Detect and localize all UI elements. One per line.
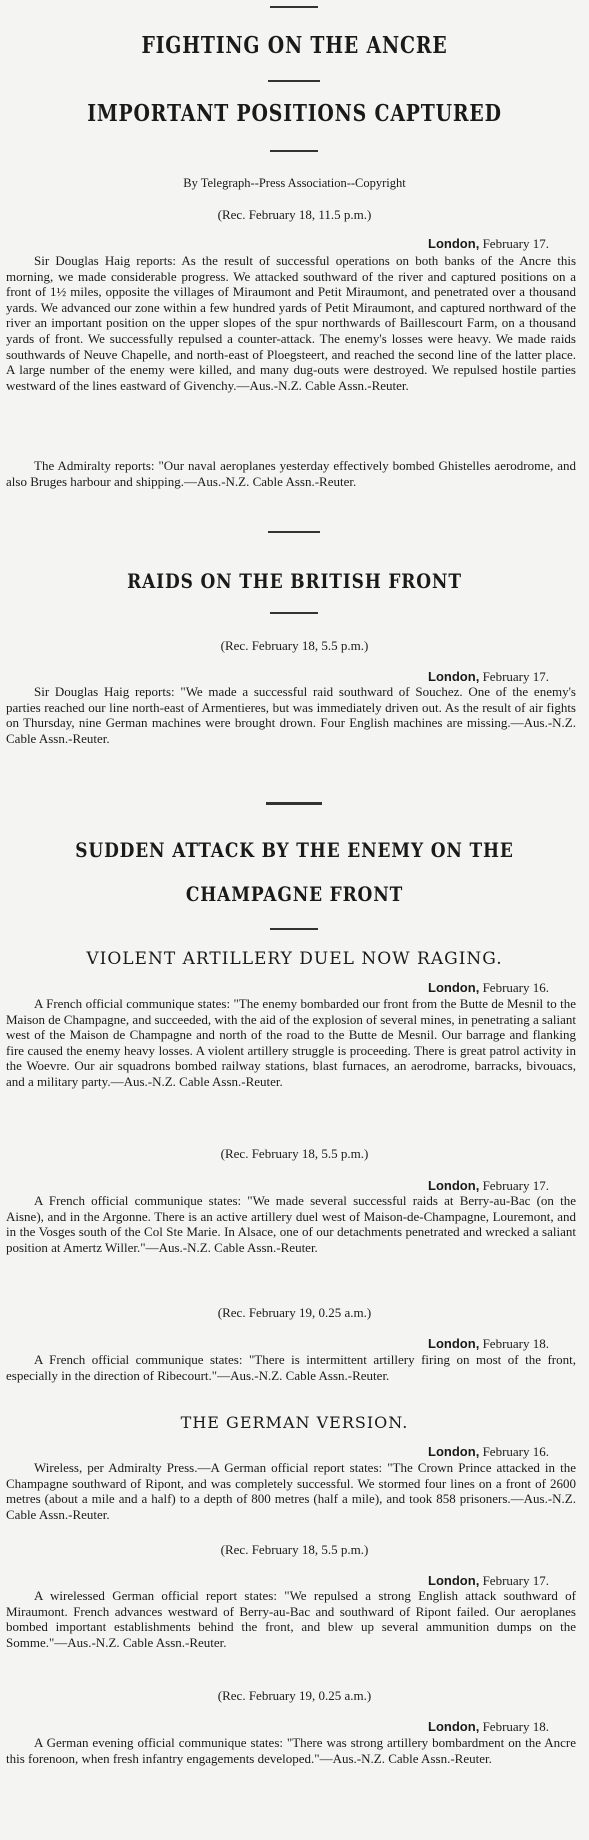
dateline-place: London, bbox=[428, 1444, 480, 1459]
article-paragraph: A German evening official communique states: "There was strong artillery bombardment on the Ancre this forenoon, when fresh infantry engagements developed."—Aus.-N.Z. Cable Assn.-Reuter. bbox=[6, 1735, 576, 1766]
dateline bbox=[428, 1178, 549, 1194]
dateline bbox=[428, 669, 549, 685]
dateline-date: February 18. bbox=[479, 1336, 549, 1351]
dateline bbox=[428, 1573, 549, 1589]
divider bbox=[266, 802, 322, 805]
dateline-place: London, bbox=[428, 1719, 480, 1734]
article-paragraph: A wirelessed German official report states: "We repulsed a strong English attack southward of Miraumont. French advances westward of Berry-au-Bac and southward of Ripont failed. Our aeroplanes bombed important establishments behind the front, and blew up several ammunition dumps on the Somme."—Aus.-N.Z. Cable Assn.-Reuter. bbox=[6, 1588, 576, 1650]
divider bbox=[270, 612, 318, 614]
article-paragraph: Wireless, per Admiralty Press.—A German official report states: "The Crown Prince attacked in the Champagne southward of Ripont, and was completely successful. We stormed four lines on a front of 2600 metres (about a mile and a half) to a depth of 800 metres (half a mile), and took 858 prisoners.—Aus.-N.Z. Cable Assn.-Reuter. bbox=[6, 1460, 576, 1522]
divider bbox=[270, 928, 318, 930]
dateline-date: February 17. bbox=[479, 1178, 549, 1193]
section-headline: SUDDEN ATTACK BY THE ENEMY ON THE bbox=[75, 838, 514, 862]
divider bbox=[270, 6, 318, 8]
received-time: (Rec. February 18, 5.5 p.m.) bbox=[220, 638, 369, 653]
divider bbox=[270, 150, 318, 152]
dateline-date: February 17. bbox=[479, 236, 549, 251]
article-paragraph: The Admiralty reports: "Our naval aeroplanes yesterday effectively bombed Ghistelles aerodrome, and also Bruges harbour and shipping.—Aus.-N.Z. Cable Assn.-Reuter. bbox=[6, 458, 576, 489]
dateline-date: February 17. bbox=[479, 669, 549, 684]
dateline-date: February 16. bbox=[479, 980, 549, 995]
divider bbox=[268, 531, 320, 533]
received-time: (Rec. February 18, 11.5 p.m.) bbox=[217, 207, 372, 222]
subheadline: THE GERMAN VERSION. bbox=[180, 1413, 409, 1432]
received-time: (Rec. February 18, 5.5 p.m.) bbox=[220, 1146, 369, 1161]
subheadline: VIOLENT ARTILLERY DUEL NOW RAGING. bbox=[86, 949, 503, 969]
dateline-date: February 18. bbox=[479, 1719, 549, 1734]
article-paragraph: Sir Douglas Haig reports: As the result of successful operations on both banks of the Ancre this morning, we made considerable progress. We attacked southward of the river and captured positions on a front of 1½ miles, opposite the villages of Miraumont and Petit Miraumont, and penetrated over a thousand yards. We advanced our zone within a few hundred yards of Petit Miraumont, and captured northward of the river an important position on the upper slopes of the spur northwards of Baillescourt Farm, on a thousand yards of front. We successfully repulsed a counter-attack. The enemy's losses were heavy. We made raids southwards of Neuve Chapelle, and north-east of Ploegsteert, and reached the second line of the latter place. A large number of the enemy were killed, and many dug-outs were destroyed. We repulsed hostile parties westward of the lines eastward of Givenchy.—Aus.-N.Z. Cable Assn.-Reuter. bbox=[6, 253, 576, 393]
dateline bbox=[428, 236, 549, 252]
dateline bbox=[428, 1719, 549, 1735]
dateline-place: London, bbox=[428, 1178, 480, 1193]
dateline-place: London, bbox=[428, 980, 480, 995]
section-headline: CHAMPAGNE FRONT bbox=[185, 882, 404, 906]
article-paragraph: A French official communique states: "There is intermittent artillery firing on most of the front, especially in the direction of Ribecourt."—Aus.-N.Z. Cable Assn.-Reuter. bbox=[6, 1352, 576, 1383]
byline: By Telegraph--Press Association--Copyright bbox=[183, 176, 406, 190]
headline-main: FIGHTING ON THE ANCRE bbox=[141, 32, 448, 59]
article-paragraph: Sir Douglas Haig reports: "We made a successful raid southward of Souchez. One of the enemy's parties reached our line north-east of Armentieres, but was immediately driven out. As the result of air fights on Thursday, nine German machines were brought drown. Four English machines are missing.—Aus.-N.Z. Cable Assn.-Reuter. bbox=[6, 684, 576, 746]
headline-sub: IMPORTANT POSITIONS CAPTURED bbox=[87, 100, 502, 127]
dateline bbox=[428, 1444, 549, 1460]
dateline-date: February 16. bbox=[479, 1444, 549, 1459]
dateline bbox=[428, 1336, 549, 1352]
dateline-place: London, bbox=[428, 236, 480, 251]
article-paragraph: A French official communique states: "The enemy bombarded our front from the Butte de Mesnil to the Maison de Champagne, and succeeded, with the aid of the explosion of several mines, in penetrating a saliant west of the Maison de Champagne and north of the road to the Butte de Mesnil. Our barrage and flanking fire caused the enemy heavy losses. A violent artillery struggle is proceeding. There is great patrol activity in the Woevre. Our air squadrons bombed railway stations, blast furnaces, an aerodrome, barracks, bivouacs, and a military party.—Aus.-N.Z. Cable Assn.-Reuter. bbox=[6, 996, 576, 1089]
dateline-place: London, bbox=[428, 1336, 480, 1351]
dateline-date: February 17. bbox=[479, 1573, 549, 1588]
dateline bbox=[428, 980, 549, 996]
divider bbox=[268, 80, 320, 82]
article-paragraph: A French official communique states: "We made several successful raids at Berry-au-Bac (on the Aisne), and in the Argonne. There is an active artillery duel west of Maison-de-Champagne, Louremont, and in the Vosges south of the Col Ste Marie. In Alsace, one of our detachments penetrated and wrecked a saliant position at Amertz Willer."—Aus.-N.Z. Cable Assn.-Reuter. bbox=[6, 1193, 576, 1255]
section-headline: RAIDS ON THE BRITISH FRONT bbox=[127, 569, 462, 593]
dateline-place: London, bbox=[428, 669, 480, 684]
received-time: (Rec. February 19, 0.25 a.m.) bbox=[217, 1305, 372, 1320]
received-time: (Rec. February 18, 5.5 p.m.) bbox=[220, 1542, 369, 1557]
dateline-place: London, bbox=[428, 1573, 480, 1588]
received-time: (Rec. February 19, 0.25 a.m.) bbox=[217, 1688, 372, 1703]
